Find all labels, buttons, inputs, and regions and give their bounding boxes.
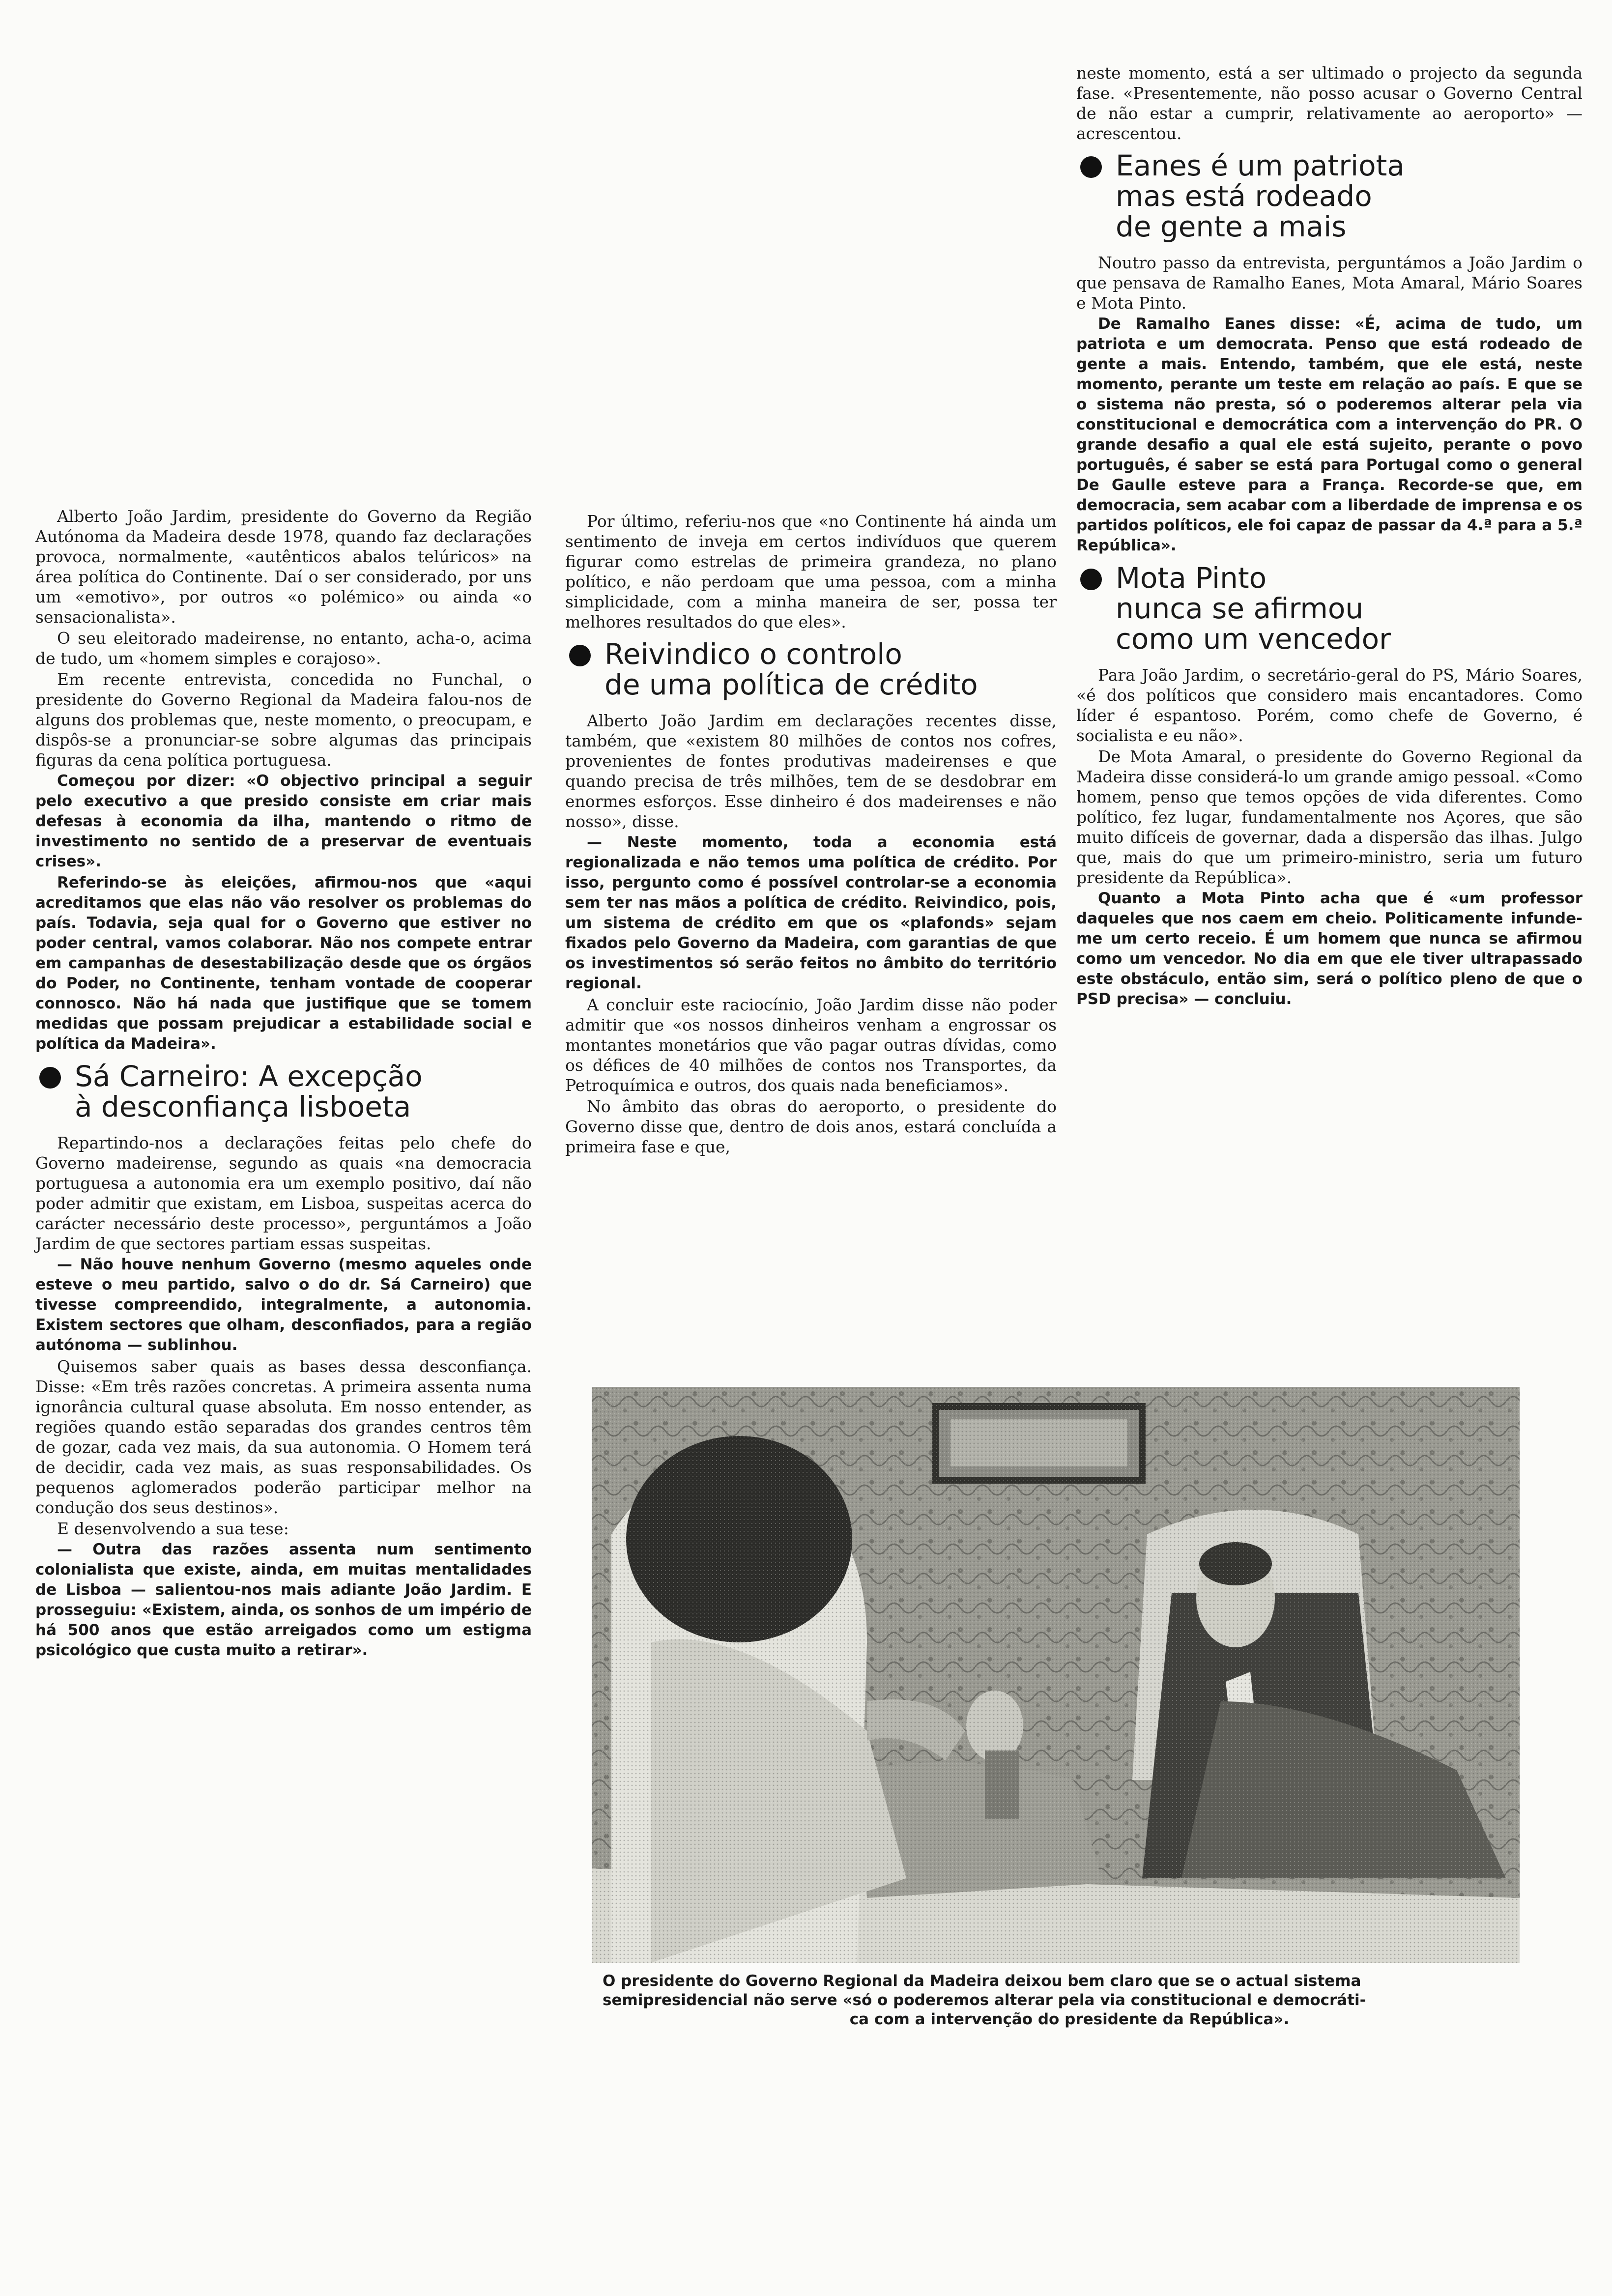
- section-heading-credito: [565, 639, 1057, 700]
- paragraph: — Neste momento, toda a economia está regionalizada e não temos uma política de crédito. Por isso, pergunto como é possível controlar-se a economia sem ter nas mãos a política de crédito. Reivindico, pois, um sistema de crédito em que os «plafonds» sejam fixados pelo Governo da Madeira, com garantias de que os investimentos só serão feitos no âmbito do território regional.: [565, 833, 1057, 992]
- bullet-dot-icon: [39, 1067, 61, 1089]
- photo-illustration: [592, 1387, 1520, 1963]
- paragraph: De Ramalho Eanes disse: «É, acima de tudo, um patriota e um democrata. Penso que está rodeado de gente a mais. Entendo, também, que ele está, neste momento, perante um teste em relação ao país. E que se o sistema não presta, só o poderemos alterar pela via constitucional e democrática com a intervenção do PR. O grande desafio a qual ele está sujeito, perante o povo português, é saber se está para Portugal como o general De Gaulle esteve para a França. Recorde-se que, em democracia, sem acabar com a liberdade de imprensa e os partidos políticos, ele foi capaz de passar da 4.ª para a 5.ª República».: [1076, 315, 1583, 554]
- paragraph: No âmbito das obras do aeroporto, o presidente do Governo disse que, dentro de dois anos, estará concluída a primeira fase e que,: [565, 1097, 1057, 1156]
- heading-line: à desconfiança lisboeta: [75, 1090, 411, 1123]
- paragraph: Quisemos saber quais as bases dessa desconfiança. Disse: «Em três razões concretas. A primeira assenta numa ignorância cultural quase absoluta. Em nosso entender, as regiões quando estão separadas dos grandes centros têm de gozar, cada vez mais, da sua autonomia. O Homem terá de decidir, cada vez mais, as suas responsabilidades. Os pequenos aglomerados poderão participar melhor na condução dos seus destinos».: [35, 1357, 532, 1517]
- bullet-dot-icon: [1080, 569, 1102, 590]
- paragraph: Referindo-se às eleições, afirmou-nos que «aqui acreditamos que elas não vão resolver os problemas do país. Todavia, seja qual for o Governo que estiver no poder central, vamos colaborar. Não nos compete entrar em campanhas de desestabilização desde que os órgãos do Poder, no Continente, tenham vontade de cooperar connosco. Não há nada que justifique que se tomem medidas que possam prejudicar a estabilidade social e política da Madeira».: [35, 874, 532, 1053]
- heading-line: Eanes é um patriota: [1116, 149, 1405, 182]
- bullet-dot-icon: [1080, 156, 1102, 178]
- bullet-dot-icon: [569, 645, 591, 666]
- paragraph: E desenvolvendo a sua tese:: [57, 1519, 289, 1538]
- caption-line: ca com a intervenção do presidente da República».: [849, 2010, 1290, 2028]
- heading-line: de gente a mais: [1116, 210, 1347, 243]
- heading-line: como um vencedor: [1116, 622, 1391, 656]
- heading-line: Reivindico o controlo: [604, 637, 902, 671]
- paragraph: Quanto a Mota Pinto acha que é «um professor daqueles que nos caem em cheio. Politicamente infunde-me um certo receio. É um homem que nunca se afirmou como um vencedor. No dia em que ele tiver ultrapassado este obstáculo, então sim, será o político pleno de que o PSD precisa» — concluiu.: [1076, 890, 1583, 1008]
- paragraph: neste momento, está a ser ultimado o projecto da segunda fase. «Presentemente, não posso acusar o Governo Central de não estar a cumprir, relativamente ao aeroporto» — acrescentou.: [1076, 63, 1583, 143]
- heading-line: Sá Carneiro: A excepção: [75, 1060, 423, 1093]
- heading-line: mas está rodeado: [1116, 179, 1372, 213]
- caption-line: semipresidencial não serve «só o poderemos alterar pela via constitucional e democráti-: [603, 1991, 1366, 2009]
- paragraph: — Outra das razões assenta num sentimento colonialista que existe, ainda, em muitas mentalidades de Lisboa — salientou-nos mais adiante João Jardim. E prosseguiu: «Existem, ainda, os sonhos de um império de há 500 anos que estão arreigados como um estigma psicológico que custa muito a retirar».: [35, 1541, 532, 1659]
- paragraph: O seu eleitorado madeirense, no entanto, acha-o, acima de tudo, um «homem simples e corajoso».: [35, 629, 532, 668]
- article-column-1: [35, 506, 532, 1662]
- interview-photo: [592, 1387, 1520, 1963]
- caption-line: O presidente do Governo Regional da Madeira deixou bem claro que se o actual sistema: [603, 1972, 1361, 1990]
- heading-line: de uma política de crédito: [604, 668, 978, 701]
- paragraph: Noutro passo da entrevista, perguntámos a João Jardim o que pensava de Ramalho Eanes, Mota Amaral, Mário Soares e Mota Pinto.: [1076, 253, 1583, 313]
- paragraph: De Mota Amaral, o presidente do Governo Regional da Madeira disse considerá-lo um grande amigo pessoal. «Como homem, penso que temos opções de vida diferentes. Como político, fez lugar, fundamentalmente nos Açores, que são muito difíceis de governar, dada a dispersão das ilhas. Julgo que, mais do que um primeiro-ministro, seria um futuro presidente da República».: [1076, 747, 1583, 887]
- paragraph: Alberto João Jardim, presidente do Governo da Região Autónoma da Madeira desde 1978, quando faz declarações provoca, normalmente, «autênticos abalos telúricos» na área política do Continente. Daí o ser considerado, por uns um «emotivo», por outros «o polémico» ou ainda «o sensacionalista».: [35, 507, 532, 627]
- paragraph: A concluir este raciocínio, João Jardim disse não poder admitir que «os nossos dinheiros venham a engrossar os montantes monetários que vão pagar outras dívidas, como os défices de 40 milhões de contos nos Transportes, da Petroquímica e outros, dos quais nada beneficiamos».: [565, 995, 1057, 1095]
- paragraph: Repartindo-nos a declarações feitas pelo chefe do Governo madeirense, segundo as quais «na democracia portuguesa a autonomia era um exemplo positivo, daí não poder admitir que existam, em Lisboa, suspeitas acerca do carácter necessário deste processo», perguntámos a João Jardim de que sectores partiam essas suspeitas.: [35, 1133, 532, 1253]
- heading-line: nunca se afirmou: [1116, 592, 1364, 625]
- paragraph: Em recente entrevista, concedida no Funchal, o presidente do Governo Regional da Madeira falou-nos de alguns dos problemas que, neste momento, o preocupam, e dispôs-se a pronunciar-se sobre algumas das principais figuras da cena política portuguesa.: [35, 670, 532, 770]
- article-column-3-top: [1076, 63, 1583, 1010]
- photo-caption: [603, 1972, 1536, 2029]
- paragraph: Por último, referiu-nos que «no Continente há ainda um sentimento de inveja em certos indivíduos que querem figurar como estrelas de primeira grandeza, no plano político, e não perdoam que uma pessoa, com a minha simplicidade, com a minha maneira de ser, possa ter melhores resultados do que eles».: [565, 512, 1057, 631]
- paragraph: — Não houve nenhum Governo (mesmo aqueles onde esteve o meu partido, salvo o do dr. Sá Carneiro) que tivesse compreendido, integralmente, a autonomia. Existem sectores que olham, desconfiados, para a região autónoma — sublinhou.: [35, 1256, 532, 1354]
- paragraph: Alberto João Jardim em declarações recentes disse, também, que «existem 80 milhões de contos nos cofres, provenientes de fontes produtivas madeirenses e que quando precisa de três milhões, tem de se desdobrar em enormes esforços. Esse dinheiro é dos madeirenses e não nosso», disse.: [565, 711, 1057, 831]
- paragraph: Começou por dizer: «O objectivo principal a seguir pelo executivo a que presido consiste em criar mais defesas à economia da ilha, mantendo o ritmo de investimento no sentido de a preservar de eventuais crises».: [35, 772, 532, 870]
- section-heading-sa-carneiro: [35, 1061, 532, 1122]
- paragraph: Para João Jardim, o secretário-geral do PS, Mário Soares, «é dos políticos que considero mais encantadores. Como líder é espantoso. Porém, como chefe de Governo, é socialista e eu não».: [1076, 665, 1583, 745]
- section-heading-eanes: [1076, 150, 1583, 242]
- article-column-2: [565, 511, 1057, 1158]
- heading-line: Mota Pinto: [1116, 561, 1267, 595]
- section-heading-mota-pinto: [1076, 563, 1583, 654]
